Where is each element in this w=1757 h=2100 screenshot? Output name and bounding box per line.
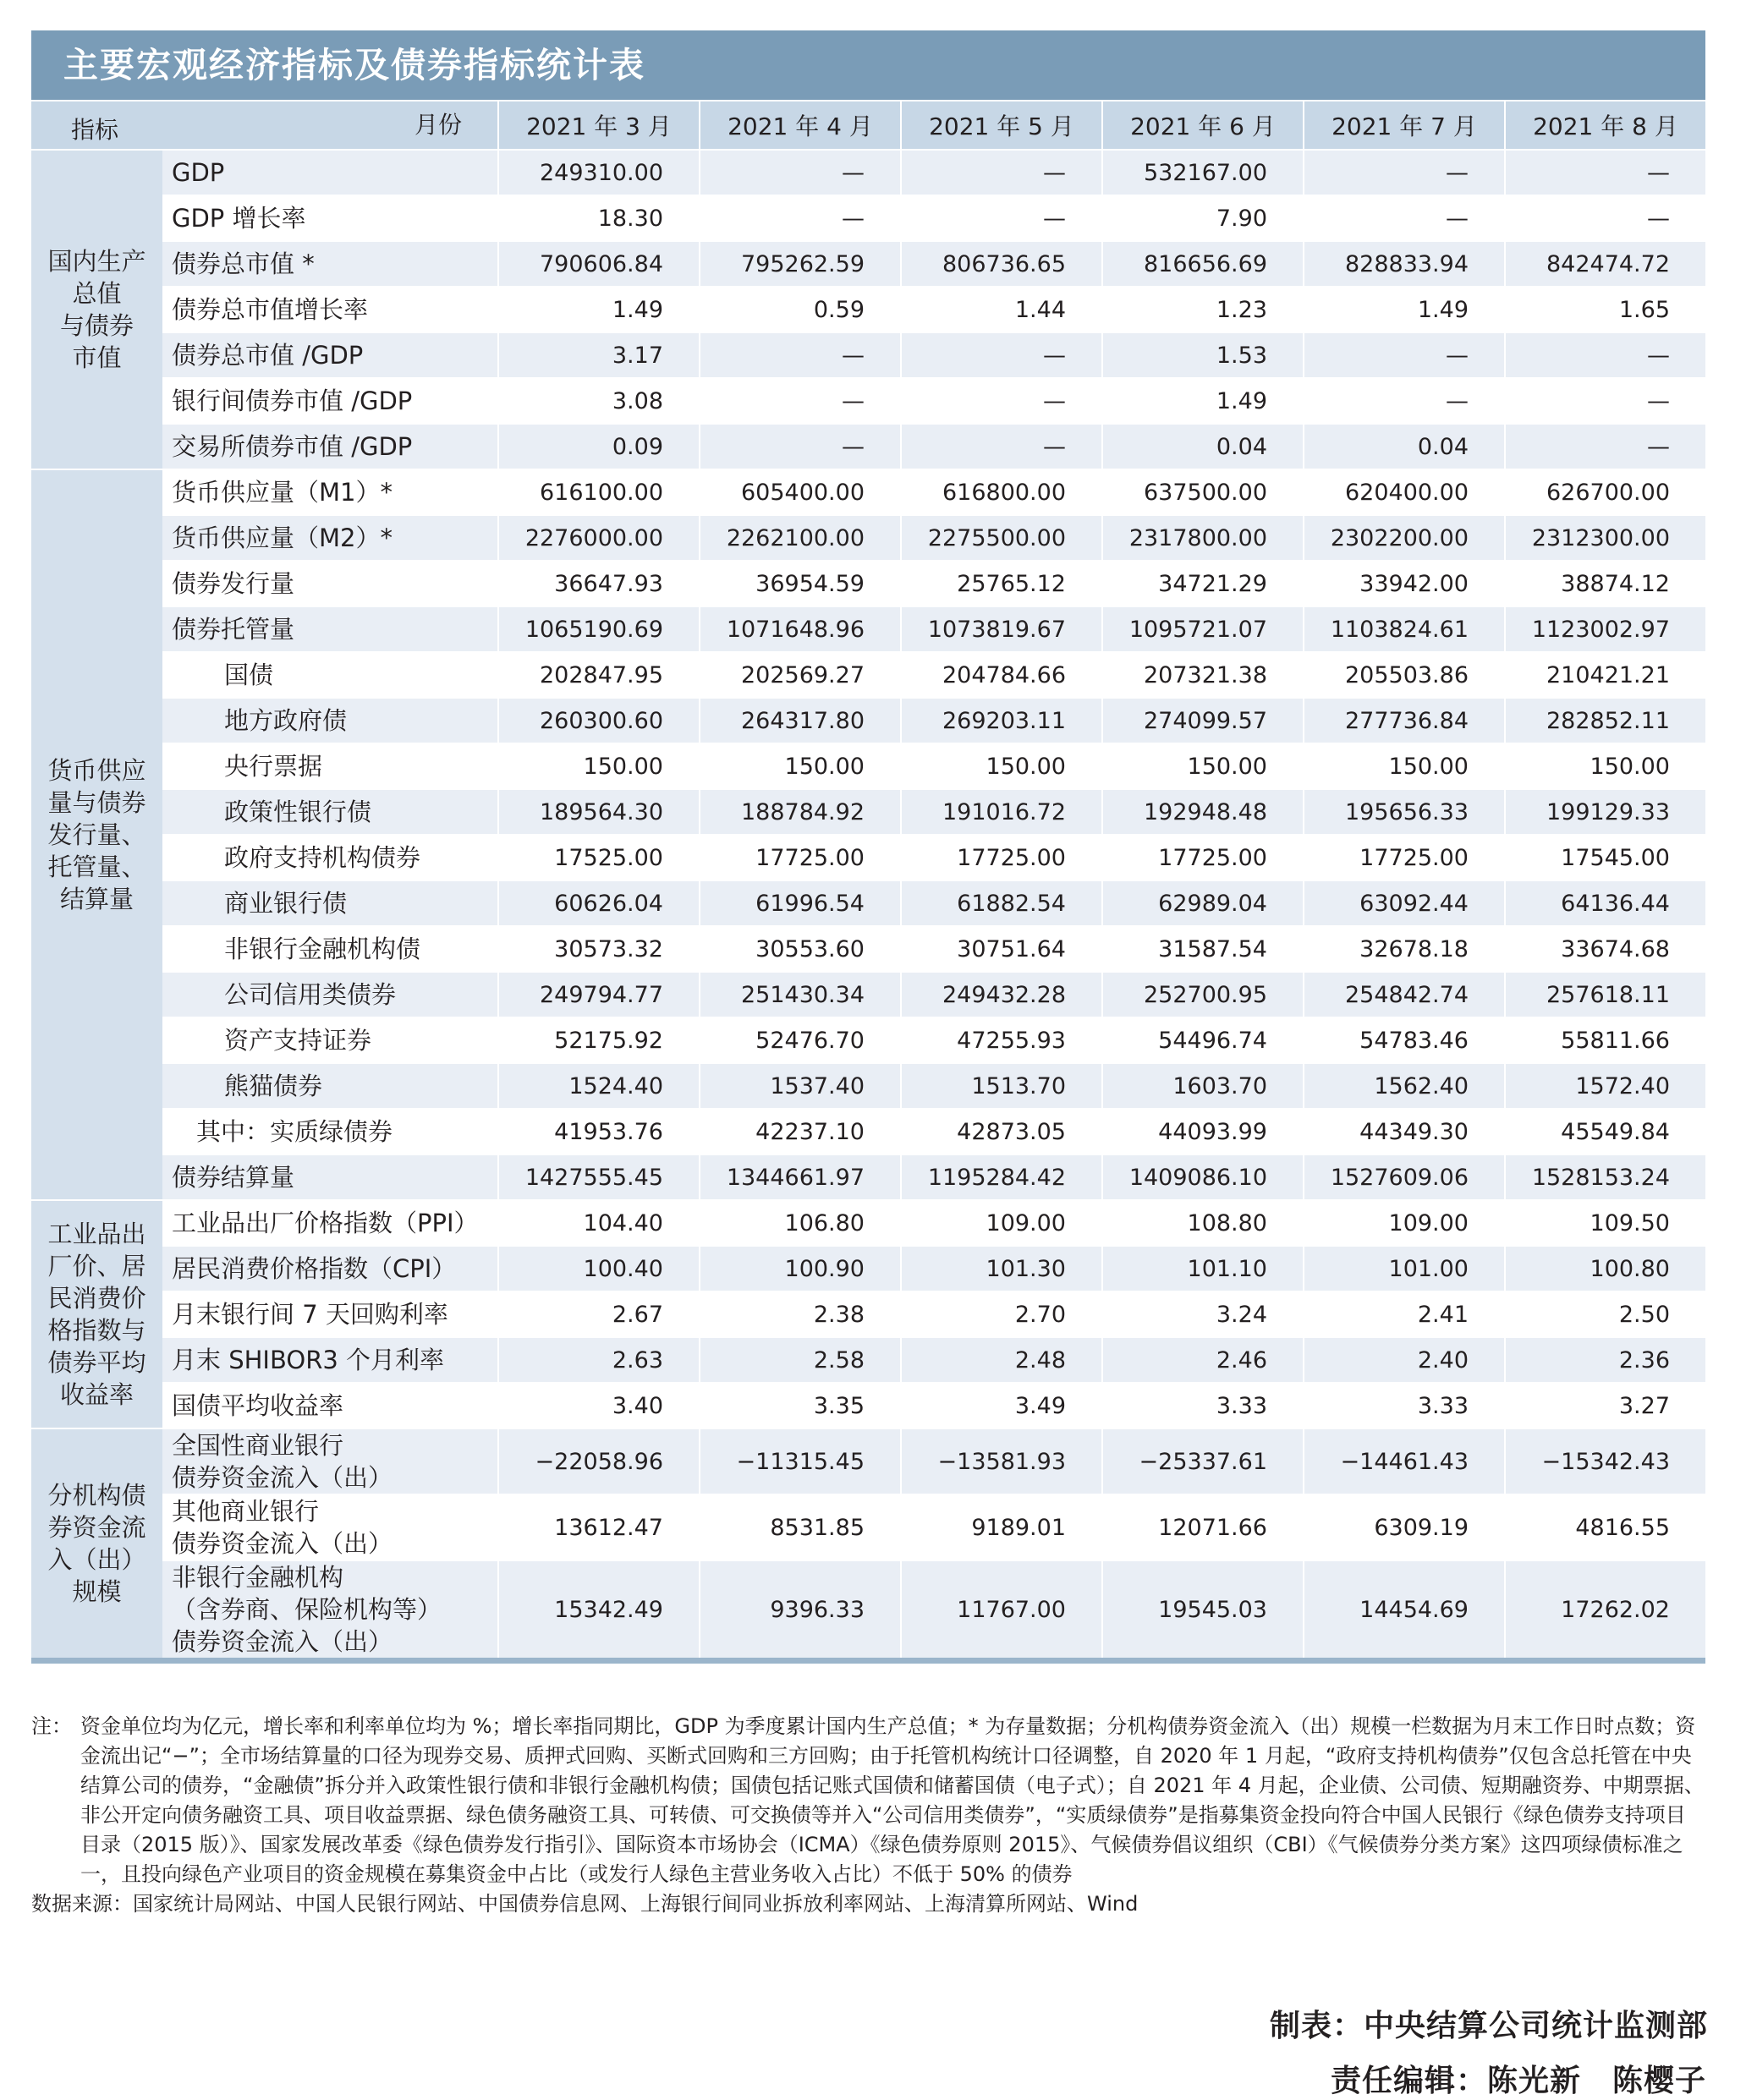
row-label: 商业银行债 (162, 880, 498, 926)
month-header: 月份 (414, 111, 462, 139)
table-row (31, 1494, 1705, 1560)
cell-value: 101.30 (901, 1246, 1102, 1291)
cell-value: 2317800.00 (1102, 515, 1304, 561)
cell-value: 3.35 (700, 1383, 901, 1428)
month-column-header: 2021 年 8 月 (1505, 101, 1705, 150)
cell-value: — (1505, 332, 1705, 378)
cell-value: 1527609.06 (1304, 1154, 1505, 1200)
cell-value: 252700.95 (1102, 972, 1304, 1017)
table-row (31, 880, 1705, 926)
cell-value: — (1304, 332, 1505, 378)
cell-value: 33942.00 (1304, 561, 1505, 606)
cell-value: 2.41 (1304, 1291, 1505, 1337)
table-row (31, 424, 1705, 469)
cell-value: 605400.00 (700, 469, 901, 515)
made-by-credit: 制表：中央结算公司统计监测部 (1269, 2009, 1708, 2043)
cell-value: 828833.94 (1304, 241, 1505, 287)
cell-value: 2276000.00 (498, 515, 700, 561)
cell-value: 150.00 (1102, 743, 1304, 789)
cell-value: 62989.04 (1102, 880, 1304, 926)
cell-value: 55811.66 (1505, 1017, 1705, 1063)
row-label: 国债 (162, 652, 498, 698)
cell-value: 205503.86 (1304, 652, 1505, 698)
cell-value: 7.90 (1102, 195, 1304, 241)
cell-value: 806736.65 (901, 241, 1102, 287)
cell-value: 109.00 (1304, 1200, 1505, 1246)
cell-value: 60626.04 (498, 880, 700, 926)
indicator-header: 指标 (71, 116, 119, 144)
cell-value: 195656.33 (1304, 789, 1505, 835)
footnotes (31, 1712, 1705, 1919)
cell-value: — (901, 424, 1102, 469)
cell-value: 38874.12 (1505, 561, 1705, 606)
table-row (31, 743, 1705, 789)
cell-value: 13612.47 (498, 1494, 700, 1560)
cell-value: 3.27 (1505, 1383, 1705, 1428)
table-row (31, 789, 1705, 835)
row-label: GDP 增长率 (162, 195, 498, 241)
cell-value: 52175.92 (498, 1017, 700, 1063)
table-row (31, 287, 1705, 332)
table-row (31, 1383, 1705, 1428)
cell-value: 101.00 (1304, 1246, 1505, 1291)
cell-value: 2.38 (700, 1291, 901, 1337)
cell-value: 12071.66 (1102, 1494, 1304, 1560)
cell-value: — (700, 332, 901, 378)
cell-value: 251430.34 (700, 972, 901, 1017)
data-source: 数据来源：国家统计局网站、中国人民银行网站、中国债券信息网、上海银行间同业拆放利率网站、上海清算所网站、Wind (31, 1892, 1139, 1916)
cell-value: 44349.30 (1304, 1109, 1505, 1154)
month-column-header: 2021 年 4 月 (700, 101, 901, 150)
row-label: 银行间债券市值 /GDP (162, 378, 498, 424)
cell-value: 34721.29 (1102, 561, 1304, 606)
row-label: 资产支持证券 (162, 1017, 498, 1063)
cell-value: 2.40 (1304, 1337, 1505, 1383)
row-label: 全国性商业银行 债券资金流入（出） (162, 1428, 498, 1494)
table-row (31, 926, 1705, 972)
editors-credit: 责任编辑：陈光新 陈樱子 (1330, 2064, 1706, 2098)
table-row (31, 1291, 1705, 1337)
cell-value: 17262.02 (1505, 1560, 1705, 1658)
cell-value: 100.40 (498, 1246, 700, 1291)
cell-value: 269203.11 (901, 698, 1102, 743)
cell-value: 191016.72 (901, 789, 1102, 835)
cell-value: — (700, 150, 901, 195)
month-column-header: 2021 年 7 月 (1304, 101, 1505, 150)
row-label: 债券发行量 (162, 561, 498, 606)
cell-value: 106.80 (700, 1200, 901, 1246)
statistics-table (31, 100, 1705, 1658)
row-label: 债券总市值增长率 (162, 287, 498, 332)
cell-value: 63092.44 (1304, 880, 1505, 926)
cell-value: — (1304, 378, 1505, 424)
cell-value: 277736.84 (1304, 698, 1505, 743)
cell-value: — (901, 150, 1102, 195)
cell-value: 1065190.69 (498, 606, 700, 652)
cell-value: 1.44 (901, 287, 1102, 332)
cell-value: 64136.44 (1505, 880, 1705, 926)
cell-value: 2.50 (1505, 1291, 1705, 1337)
cell-value: 1537.40 (700, 1063, 901, 1109)
cell-value: 2.63 (498, 1337, 700, 1383)
cell-value: — (1304, 150, 1505, 195)
cell-value: 52476.70 (700, 1017, 901, 1063)
table-row (31, 652, 1705, 698)
cell-value: 1572.40 (1505, 1063, 1705, 1109)
statistics-table-panel (31, 30, 1705, 1664)
notes-text: 资金单位均为亿元，增长率和利率单位均为 %；增长率指同期比，GDP 为季度累计国内生产总值；* 为存量数据；分机构债券资金流入（出）规模一栏数据为月末工作日时点数；资金流出记“−”；全市场结算量的口径为现券交易、质押式回购、买断式回购和三方回购；由于托管机构统计口径调整，自 2020 年 1 月起，“政府支持机构债券”仅包含总托管在中央结算公司的债券，“金融债”拆分并入政策性银行债和非银行金融机构债；国债包括记账式国债和储蓄国债（电子式）；自 2021 年 4 月起，企业债、公司债、短期融资券、中期票据、非公开定向债务融资工具、项目收益票据、绿色债务融资工具、可转债、可交换债等并入“公司信用类债券”，“实质绿债券”是指募集资金投向符合中国人民银行《绿色债券支持项目目录（2015 版）》、国家发展改革委《绿色债券发行指引》、国际资本市场协会（ICMA）《绿色债券原则 2015》、气候债券倡议组织（CBI）《气候债券分类方案》这四项绿债标准之一，且投向绿色产业项目的资金规模在募集资金中占比（或发行人绿色主营业务收入占比）不低于 50% 的债券 (80, 1714, 1705, 1886)
cell-value: 109.00 (901, 1200, 1102, 1246)
cell-value: 1.49 (1102, 378, 1304, 424)
table-row (31, 469, 1705, 515)
cell-value: — (901, 378, 1102, 424)
cell-value: 3.33 (1102, 1383, 1304, 1428)
cell-value: 150.00 (1505, 743, 1705, 789)
cell-value: 17725.00 (1304, 835, 1505, 880)
cell-value: −13581.93 (901, 1428, 1102, 1494)
cell-value: 44093.99 (1102, 1109, 1304, 1154)
cell-value: 192948.48 (1102, 789, 1304, 835)
cell-value: 532167.00 (1102, 150, 1304, 195)
row-label: 非银行金融机构 （含券商、保险机构等） 债券资金流入（出） (162, 1560, 498, 1658)
cell-value: 0.04 (1304, 424, 1505, 469)
cell-value: 1.23 (1102, 287, 1304, 332)
row-label: 政策性银行债 (162, 789, 498, 835)
cell-value: 1195284.42 (901, 1154, 1102, 1200)
row-label: 债券总市值 * (162, 241, 498, 287)
cell-value: 816656.69 (1102, 241, 1304, 287)
cell-value: 2302200.00 (1304, 515, 1505, 561)
cell-value: −11315.45 (700, 1428, 901, 1494)
cell-value: 41953.76 (498, 1109, 700, 1154)
cell-value: 9396.33 (700, 1560, 901, 1658)
cell-value: 626700.00 (1505, 469, 1705, 515)
table-bottom-rule (31, 1658, 1705, 1664)
table-row (31, 515, 1705, 561)
cell-value: 4816.55 (1505, 1494, 1705, 1560)
table-row (31, 698, 1705, 743)
cell-value: 18.30 (498, 195, 700, 241)
cell-value: 101.10 (1102, 1246, 1304, 1291)
table-row (31, 1337, 1705, 1383)
row-label: 月末银行间 7 天回购利率 (162, 1291, 498, 1337)
cell-value: 202569.27 (700, 652, 901, 698)
cell-value: 2.70 (901, 1291, 1102, 1337)
cell-value: 1073819.67 (901, 606, 1102, 652)
cell-value: 36954.59 (700, 561, 901, 606)
header-corner (31, 101, 498, 150)
row-label: 债券总市值 /GDP (162, 332, 498, 378)
cell-value: 25765.12 (901, 561, 1102, 606)
row-label: 其他商业银行 债券资金流入（出） (162, 1494, 498, 1560)
cell-value: 1528153.24 (1505, 1154, 1705, 1200)
row-label: 债券托管量 (162, 606, 498, 652)
row-label: 央行票据 (162, 743, 498, 789)
cell-value: 188784.92 (700, 789, 901, 835)
cell-value: 1123002.97 (1505, 606, 1705, 652)
month-column-header: 2021 年 6 月 (1102, 101, 1304, 150)
month-column-header: 2021 年 3 月 (498, 101, 700, 150)
table-row (31, 606, 1705, 652)
cell-value: 282852.11 (1505, 698, 1705, 743)
row-label: 非银行金融机构债 (162, 926, 498, 972)
cell-value: 1603.70 (1102, 1063, 1304, 1109)
cell-value: 202847.95 (498, 652, 700, 698)
table-row (31, 1246, 1705, 1291)
cell-value: 17525.00 (498, 835, 700, 880)
group-label: 货币供应 量与债券 发行量、 托管量、 结算量 (31, 469, 162, 1200)
cell-value: 842474.72 (1505, 241, 1705, 287)
table-row (31, 195, 1705, 241)
row-label: 其中：实质绿债券 (162, 1109, 498, 1154)
cell-value: 0.59 (700, 287, 901, 332)
cell-value: 9189.01 (901, 1494, 1102, 1560)
header-row (31, 101, 1705, 150)
cell-value: — (700, 424, 901, 469)
table-row (31, 150, 1705, 195)
cell-value: 30573.32 (498, 926, 700, 972)
cell-value: 1.53 (1102, 332, 1304, 378)
cell-value: 199129.33 (1505, 789, 1705, 835)
cell-value: 1.65 (1505, 287, 1705, 332)
cell-value: — (1505, 378, 1705, 424)
row-label: GDP (162, 150, 498, 195)
cell-value: — (901, 195, 1102, 241)
table-row (31, 1428, 1705, 1494)
cell-value: 254842.74 (1304, 972, 1505, 1017)
group-label: 工业品出 厂价、居 民消费价 格指数与 债券平均 收益率 (31, 1200, 162, 1428)
cell-value: 1524.40 (498, 1063, 700, 1109)
row-label: 居民消费价格指数（CPI） (162, 1246, 498, 1291)
table-row (31, 1200, 1705, 1246)
table-row (31, 332, 1705, 378)
cell-value: 620400.00 (1304, 469, 1505, 515)
cell-value: — (1505, 195, 1705, 241)
cell-value: 260300.60 (498, 698, 700, 743)
cell-value: 17545.00 (1505, 835, 1705, 880)
cell-value: 30751.64 (901, 926, 1102, 972)
cell-value: −25337.61 (1102, 1428, 1304, 1494)
cell-value: 11767.00 (901, 1560, 1102, 1658)
cell-value: 17725.00 (1102, 835, 1304, 880)
cell-value: — (700, 195, 901, 241)
cell-value: 2.58 (700, 1337, 901, 1383)
cell-value: 207321.38 (1102, 652, 1304, 698)
table-row (31, 1063, 1705, 1109)
cell-value: 2275500.00 (901, 515, 1102, 561)
cell-value: −14461.43 (1304, 1428, 1505, 1494)
cell-value: — (1304, 195, 1505, 241)
cell-value: 3.33 (1304, 1383, 1505, 1428)
table-row (31, 241, 1705, 287)
cell-value: 1409086.10 (1102, 1154, 1304, 1200)
cell-value: — (700, 378, 901, 424)
row-label: 政府支持机构债券 (162, 835, 498, 880)
row-label: 工业品出厂价格指数（PPI） (162, 1200, 498, 1246)
cell-value: 1344661.97 (700, 1154, 901, 1200)
cell-value: 17725.00 (901, 835, 1102, 880)
cell-value: 2.48 (901, 1337, 1102, 1383)
cell-value: 1562.40 (1304, 1063, 1505, 1109)
cell-value: 2.67 (498, 1291, 700, 1337)
cell-value: 257618.11 (1505, 972, 1705, 1017)
row-label: 交易所债券市值 /GDP (162, 424, 498, 469)
cell-value: 54783.46 (1304, 1017, 1505, 1063)
cell-value: 19545.03 (1102, 1560, 1304, 1658)
cell-value: 150.00 (1304, 743, 1505, 789)
cell-value: — (1505, 424, 1705, 469)
cell-value: 790606.84 (498, 241, 700, 287)
cell-value: 61996.54 (700, 880, 901, 926)
cell-value: 616100.00 (498, 469, 700, 515)
cell-value: 1071648.96 (700, 606, 901, 652)
cell-value: — (1505, 150, 1705, 195)
cell-value: 2312300.00 (1505, 515, 1705, 561)
table-row (31, 835, 1705, 880)
cell-value: 1427555.45 (498, 1154, 700, 1200)
cell-value: 1.49 (1304, 287, 1505, 332)
cell-value: 210421.21 (1505, 652, 1705, 698)
row-label: 月末 SHIBOR3 个月利率 (162, 1337, 498, 1383)
row-label: 国债平均收益率 (162, 1383, 498, 1428)
cell-value: 204784.66 (901, 652, 1102, 698)
cell-value: 100.90 (700, 1246, 901, 1291)
cell-value: 47255.93 (901, 1017, 1102, 1063)
cell-value: 249794.77 (498, 972, 700, 1017)
cell-value: 249432.28 (901, 972, 1102, 1017)
cell-value: 42237.10 (700, 1109, 901, 1154)
cell-value: — (901, 332, 1102, 378)
cell-value: 45549.84 (1505, 1109, 1705, 1154)
table-row (31, 561, 1705, 606)
cell-value: 31587.54 (1102, 926, 1304, 972)
cell-value: 795262.59 (700, 241, 901, 287)
cell-value: 1103824.61 (1304, 606, 1505, 652)
cell-value: 3.08 (498, 378, 700, 424)
cell-value: 8531.85 (700, 1494, 901, 1560)
cell-value: 2.36 (1505, 1337, 1705, 1383)
table-row (31, 972, 1705, 1017)
table-row (31, 1017, 1705, 1063)
cell-value: 32678.18 (1304, 926, 1505, 972)
row-label: 债券结算量 (162, 1154, 498, 1200)
cell-value: 30553.60 (700, 926, 901, 972)
cell-value: 42873.05 (901, 1109, 1102, 1154)
cell-value: 36647.93 (498, 561, 700, 606)
row-label: 货币供应量（M1）* (162, 469, 498, 515)
cell-value: 17725.00 (700, 835, 901, 880)
cell-value: 150.00 (700, 743, 901, 789)
table-row (31, 1154, 1705, 1200)
cell-value: 3.49 (901, 1383, 1102, 1428)
cell-value: 1513.70 (901, 1063, 1102, 1109)
table-row (31, 1560, 1705, 1658)
month-column-header: 2021 年 5 月 (901, 101, 1102, 150)
cell-value: 264317.80 (700, 698, 901, 743)
cell-value: −15342.43 (1505, 1428, 1705, 1494)
cell-value: 14454.69 (1304, 1560, 1505, 1658)
row-label: 货币供应量（M2）* (162, 515, 498, 561)
cell-value: 3.40 (498, 1383, 700, 1428)
cell-value: 0.04 (1102, 424, 1304, 469)
row-label: 熊猫债券 (162, 1063, 498, 1109)
cell-value: 108.80 (1102, 1200, 1304, 1246)
cell-value: 274099.57 (1102, 698, 1304, 743)
table-row (31, 1109, 1705, 1154)
cell-value: 3.17 (498, 332, 700, 378)
cell-value: 61882.54 (901, 880, 1102, 926)
cell-value: 616800.00 (901, 469, 1102, 515)
row-label: 公司信用类债券 (162, 972, 498, 1017)
cell-value: 104.40 (498, 1200, 700, 1246)
cell-value: 0.09 (498, 424, 700, 469)
cell-value: 2.46 (1102, 1337, 1304, 1383)
cell-value: 2262100.00 (700, 515, 901, 561)
table-row (31, 378, 1705, 424)
cell-value: 150.00 (498, 743, 700, 789)
table-title: 主要宏观经济指标及债券指标统计表 (31, 30, 1705, 100)
cell-value: 1.49 (498, 287, 700, 332)
cell-value: 3.24 (1102, 1291, 1304, 1337)
cell-value: 54496.74 (1102, 1017, 1304, 1063)
cell-value: 249310.00 (498, 150, 700, 195)
group-label: 国内生产 总值 与债券 市值 (31, 150, 162, 469)
cell-value: 100.80 (1505, 1246, 1705, 1291)
cell-value: 33674.68 (1505, 926, 1705, 972)
cell-value: 150.00 (901, 743, 1102, 789)
cell-value: 15342.49 (498, 1560, 700, 1658)
cell-value: −22058.96 (498, 1428, 700, 1494)
cell-value: 6309.19 (1304, 1494, 1505, 1560)
row-label: 地方政府债 (162, 698, 498, 743)
cell-value: 637500.00 (1102, 469, 1304, 515)
notes-label: 注： (31, 1714, 72, 1738)
group-label: 分机构债 券资金流 入（出） 规模 (31, 1428, 162, 1658)
cell-value: 1095721.07 (1102, 606, 1304, 652)
cell-value: 189564.30 (498, 789, 700, 835)
cell-value: 109.50 (1505, 1200, 1705, 1246)
